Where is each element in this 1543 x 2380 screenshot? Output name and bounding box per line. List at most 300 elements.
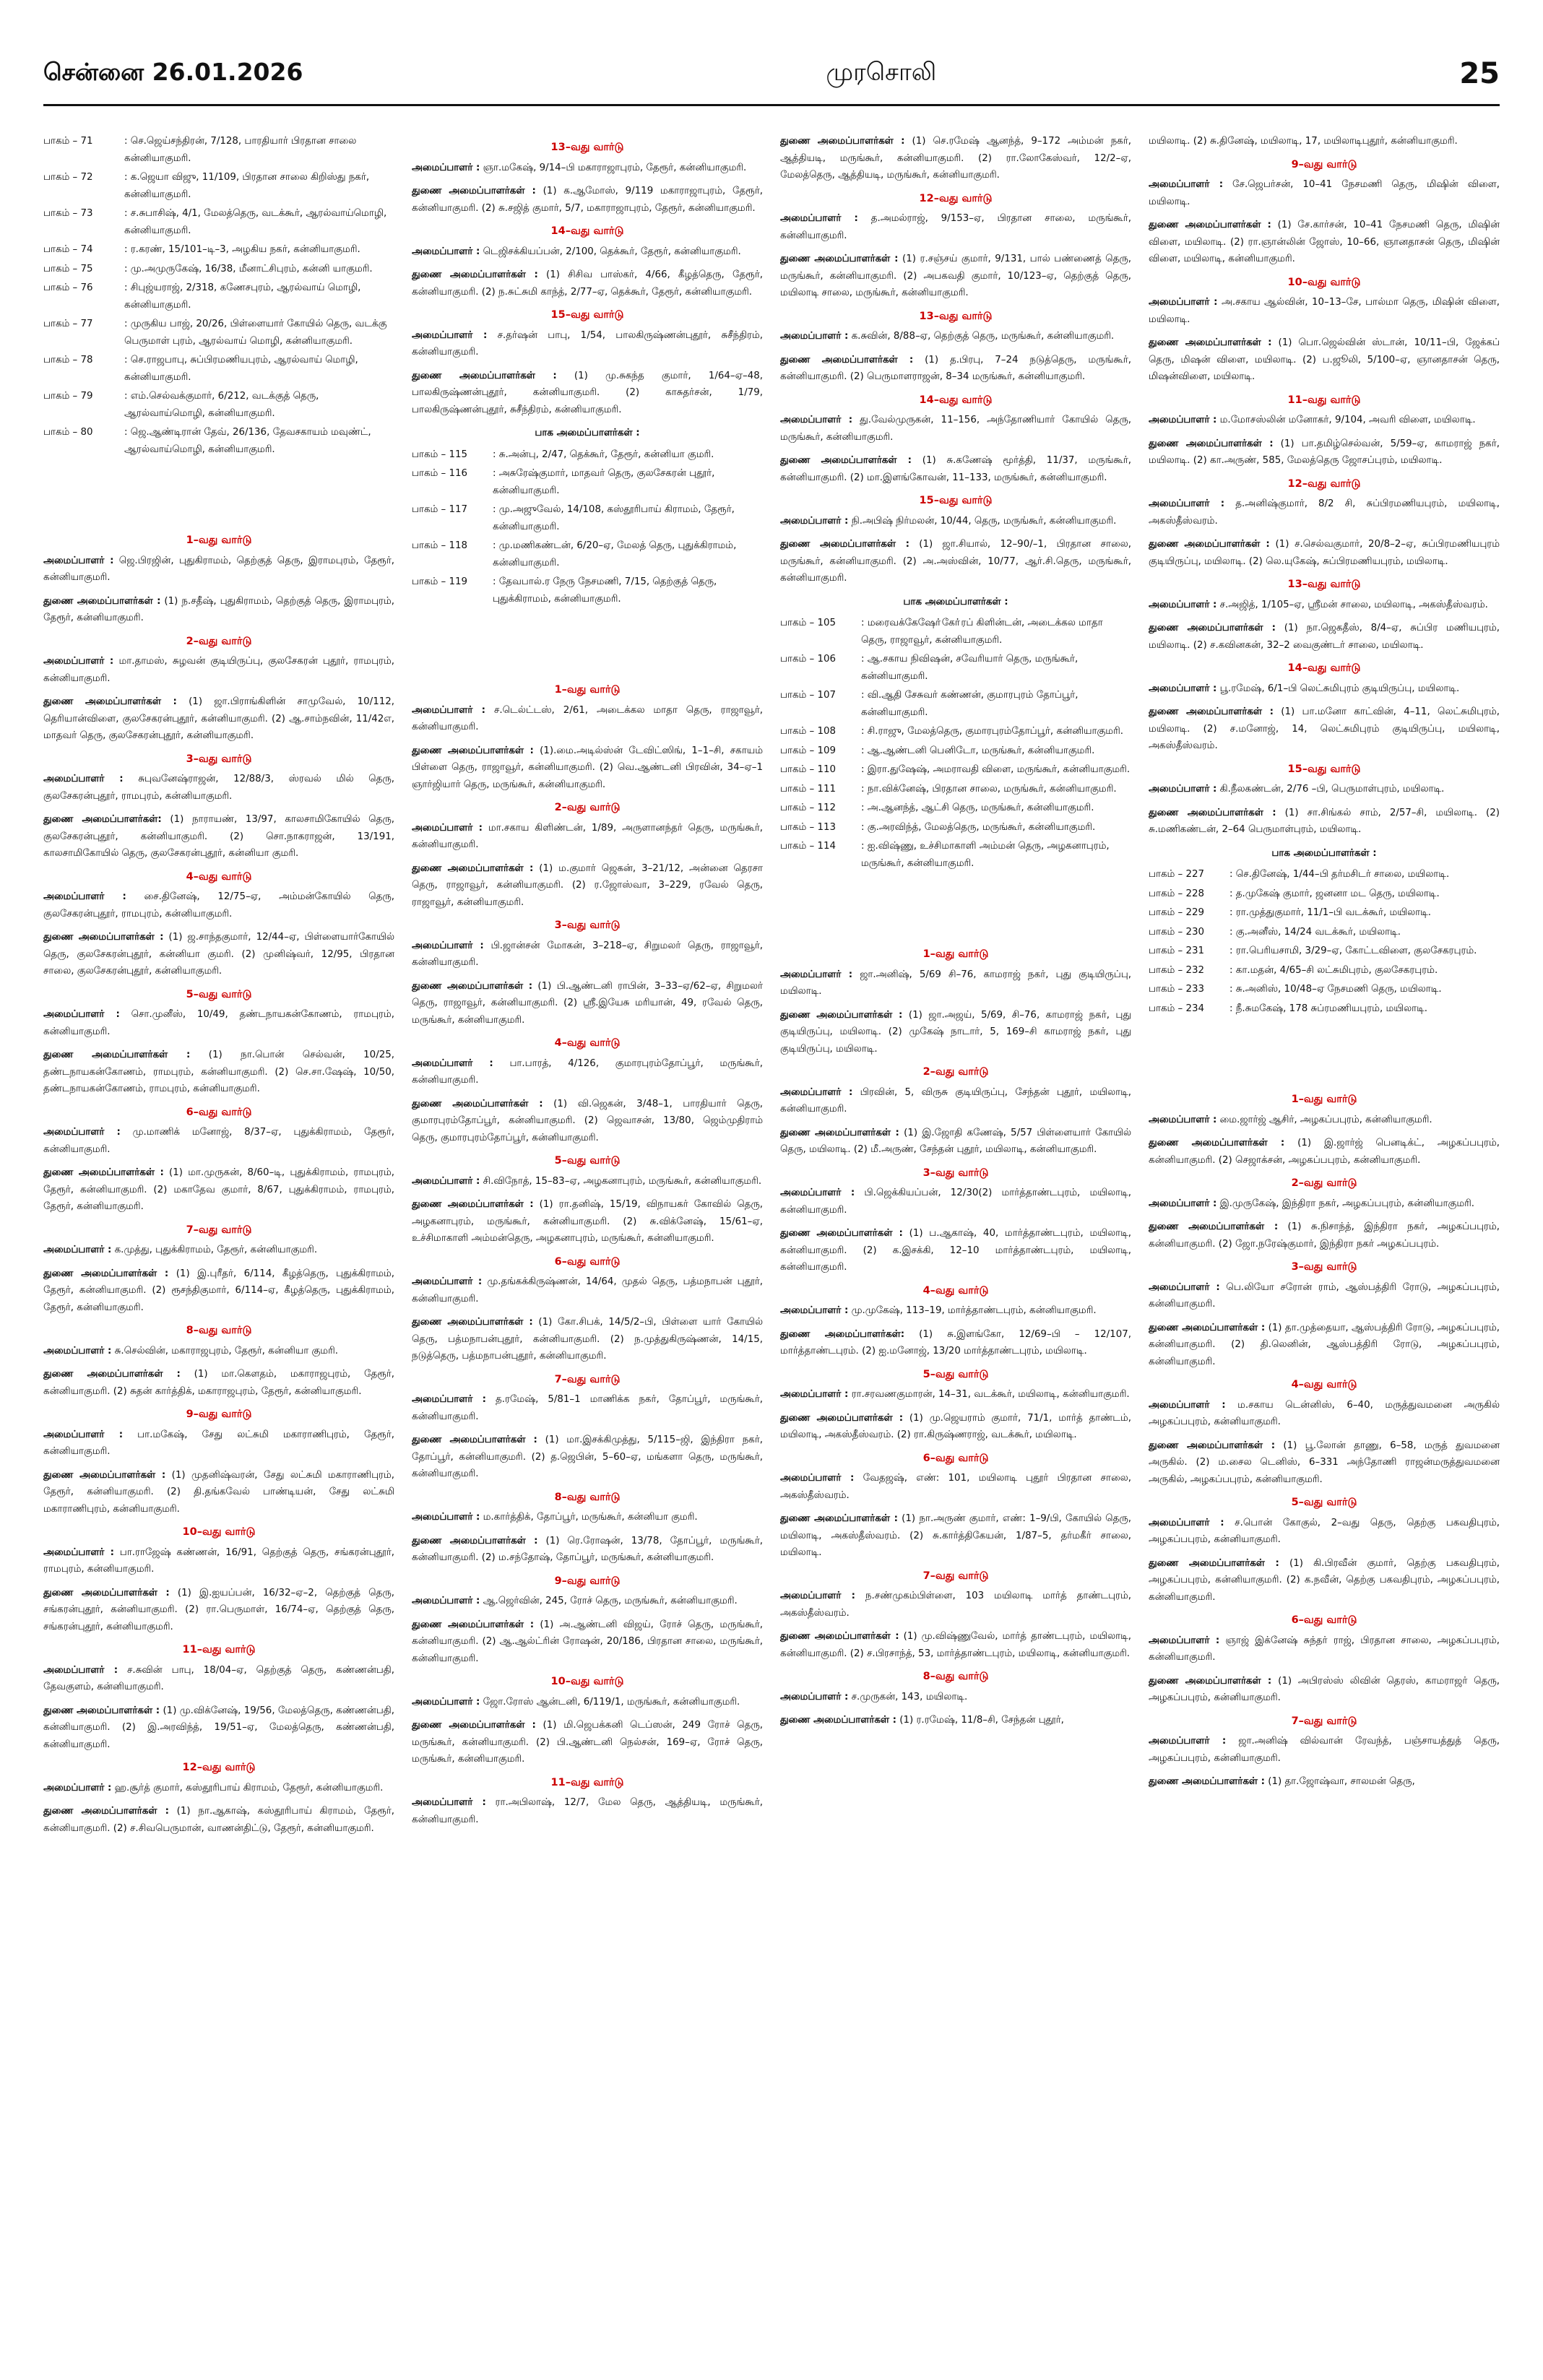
organizer-entry [780, 1007, 1131, 1058]
organizer-entry [412, 160, 763, 177]
organizer-entry [1149, 1195, 1500, 1213]
ward-heading: 8–வது வார்டு [554, 1491, 621, 1503]
organizer-entry [1149, 1773, 1500, 1791]
organizer-entry [43, 1702, 394, 1754]
entry-text: (1) பா.தமிழ்செல்வன், 5/59–ஏ, காமராஜ் நகர், மயிலாடி. (2) கா.அருண், 585, மேலத்தெரு ஜோசப்புரம், மயிலாடி. [1149, 438, 1500, 466]
organizer-entry [1149, 496, 1500, 529]
organizer-entry [1149, 1673, 1500, 1707]
organizer-entry [43, 553, 394, 587]
role-label: அமைப்பாளர் : [412, 329, 488, 341]
organizer-entry [43, 1467, 394, 1518]
ward-heading: 15–வது வார்டு [550, 309, 624, 321]
entry-text: க.சுவின், 8/88–ஏ, தெற்குத் தெரு, மருங்கூர், கன்னியாகுமரி. [848, 331, 1115, 342]
role-label: அமைப்பாளர் : [43, 1664, 118, 1676]
organizer-entry [412, 1794, 763, 1828]
role-label: அமைப்பாளர் : [43, 1127, 121, 1138]
role-label: அமைப்பாளர் : [1149, 1281, 1220, 1293]
ward-heading: 12–வது வார்டு [919, 192, 993, 204]
entry-text: ஆ.ஜெர்வின், 245, ரோச் தெரு, மருங்கூர், கன்னியாகுமரி. [480, 1596, 738, 1606]
role-label: துணை அமைப்பாளர்கள் : [780, 1513, 898, 1524]
role-label: துணை அமைப்பாளர்கள் : [1149, 539, 1270, 550]
booth-number: பாகம் – 79 [43, 391, 93, 402]
booth-number: பாகம் – 113 [780, 821, 837, 833]
booth-number: பாகம் – 108 [780, 726, 837, 737]
organizer-entry [1149, 620, 1500, 654]
role-label: அமைப்பாளர் : [1149, 297, 1218, 308]
entry-text: ம.மோசஸ்லின் மனோகர், 9/104, அவரி விளை, மயிலாடி. [1216, 415, 1476, 425]
section-gap [43, 460, 394, 498]
booth-number: பாகம் – 229 [1149, 907, 1205, 918]
entry-text: த.அமல்ராஜ், 9/153–ஏ, பிரதான சாலை, மருங்கூர், கன்னியாகுமரி. [780, 213, 1131, 241]
organizer-entry [1149, 1733, 1500, 1767]
booth-row [1149, 981, 1500, 998]
booth-organizer: : மரைவக்கேஷோ்கோ்ரப் கிளின்டன், அடைக்கல மாதா தெரு, ராஜாவூர், கன்னியாகுமரி. [861, 618, 1103, 646]
entry-text: பா.மகேஷ், சேது லட்சுமி மகாராணிபுரம், தேரூர், கன்னியாகுமரி. [43, 1429, 394, 1457]
entry-text: (1) மா.முருகன், 8/60–டி, புதுக்கிராமம், ராமபுரம், தேரூர், கன்னியாகுமரி. (2) மகாதேவ குமார், 8/67, புதுக்கிராமம், ராமபுரம், தேரூர், கன்னியாகுமரி. [43, 1167, 394, 1212]
organizer-entry [43, 593, 394, 627]
entry-text: (1) ம.குமார் ஜெகன், 3–21/12, அன்னை தெரசா தெரு, ராஜாவூர், கன்னியாகுமரி. (2) ர.ஜோஸ்வா, 3–229, ரவேல் தெரு, ராஜாவூர், கன்னியாகுமரி. [412, 862, 763, 908]
entry-text: ரா.அபிலாஷ், 12/7, மேல தெரு, ஆத்தியடி, மருங்கூர், கன்னியாகுமரி. [412, 1797, 763, 1825]
organizer-entry [43, 929, 394, 980]
role-label: அமைப்பாளர் : [1149, 498, 1225, 509]
organizer-entry [412, 1717, 763, 1768]
booth-organizer: : சிபுஜ்யராஜ், 2/318, கணேசபுரம், ஆரல்வாய் மொழி, கன்னியாகுமரி. [124, 282, 361, 311]
entry-text: ந.சண்முகம்பிள்ளை, 103 மயிலாடி மார்த் தாண்டபுரம், அகஸ்தீஸ்வரம். [780, 1591, 1131, 1619]
organizer-entry [780, 1470, 1131, 1504]
page-number: 25 [1459, 57, 1500, 90]
role-label: துணை அமைப்பாளர்கள் : [1149, 438, 1274, 449]
role-label: அமைப்பாளர் : [780, 331, 849, 342]
booth-organizer: : செ.தினேஷ், 1/44–பி தர்மசிடர் சாலை, மயிலாடி. [1229, 869, 1450, 880]
booth-row [780, 761, 1131, 779]
booth-number: பாகம் – 115 [412, 449, 468, 460]
entry-text: ரா.சரவணகுமாரன், 14–31, வடக்கூர், மயிலாடி, கன்னியாகுமரி. [848, 1389, 1130, 1400]
role-label: அமைப்பாளர் : [412, 1696, 480, 1708]
entry-text: பா.பாரத், 4/126, குமாரபுரம்தோப்பூர், மருங்கூர், கன்னியாகுமரி. [412, 1057, 763, 1086]
entry-text: (1) பொ.ஜெல்வின் ஸ்டான், 10/11–பி, ஜேக்கப் தெரு, மிஷன் விளை, மயிலாடி. (2) ப.ஜூலி, 5/100–ஏ, ஞானதாசன் தெரு, மிஷன்விளை, மயிலாடி. [1149, 337, 1500, 382]
ward-heading: 2–வது வார்டு [186, 635, 252, 647]
role-label: அமைப்பாளர் : [780, 969, 853, 980]
ward-heading: 15–வது வார்டு [919, 495, 993, 506]
organizer-entry [1149, 536, 1500, 570]
booth-heading: பாக அமைப்பாளர்கள் : [1271, 847, 1377, 859]
role-label: துணை அமைப்பாளர்கள் : [43, 1167, 164, 1178]
role-label: துணை அமைப்பாளர்கள் : [43, 932, 164, 943]
role-label: அமைப்பாளர் : [43, 1546, 114, 1558]
entry-text: (1) நா.ஜெகதீஸ், 8/4–ஏ, சுப்பிர மணியபுரம், மயிலாடி. (2) ச.கவினகன், 32–2 வைகுண்டர் சாலை, மயிலாடி. [1149, 623, 1500, 651]
role-label: துணை அமைப்பாளர்கள் : [1149, 1221, 1279, 1232]
entry-text: ஜோ.ரோஸ் ஆன்டனி, 6/119/1, மருங்கூர், கன்னியாகுமரி. [480, 1696, 740, 1708]
role-label: அமைப்பாளர் : [780, 1591, 855, 1601]
booth-number: பாகம் – 80 [43, 427, 93, 438]
booth-number: பாகம் – 71 [43, 136, 93, 147]
role-label: துணை அமைப்பாளர்கள் : [43, 1587, 170, 1598]
organizer-entry [780, 352, 1131, 386]
role-label: அமைப்பாளர் : [780, 1473, 855, 1484]
section-gap [1149, 1019, 1500, 1057]
organizer-entry [43, 693, 394, 745]
entry-text: (1) இ.புரீதர், 6/114, கீழத்தெரு, புதுக்கிராமம், தேரூர், கன்னியாகுமரி. (2) ரூசந்திகுமார், 6/114–ஏ, கீழத்தெரு, புதுக்கிராமம், தேரூர், கன்னியாகுமரி. [43, 1268, 394, 1313]
entry-text: (1) இ.ஜோதி கணேஷ், 5/57 பிள்ளையார் கோயில் தெரு, மயிலாடி. (2) மீ.அருண், சேந்தன் புதூர், மயிலாடி, கன்னியாகுமரி. [780, 1127, 1131, 1155]
booth-row [43, 169, 394, 203]
role-label: துணை அமைப்பாளர்கள் : [1149, 1675, 1272, 1687]
booth-number: பாகம் – 72 [43, 172, 93, 183]
organizer-entry [780, 1386, 1131, 1403]
role-label: அமைப்பாளர் : [412, 1512, 480, 1523]
entry-text: மு.முகேஷ், 113–19, மார்த்தாண்டபுரம், கன்னியாகுமரி. [848, 1305, 1097, 1316]
organizer-entry [412, 938, 763, 972]
organizer-entry [43, 1124, 394, 1158]
ward-heading: 4–வது வார்டு [1291, 1379, 1357, 1390]
entry-text: (1) நா.அருண் குமார், எண்: 1–9/பி, கோயில் தெரு, மயிலாடி, அகஸ்தீஸ்வரம். (2) சு.கார்த்திகேயன், 1/87–5, தர்மகீர் சாலை, மயிலாடி. [780, 1513, 1131, 1558]
booth-organizer: : தேவபால்.ர நேரு நேசமணி, 7/15, தெற்குத் தெரு, புதுக்கிராமம், கன்னியாகுமரி. [493, 576, 717, 605]
booth-organizer: : த.முகேஷ் குமார், ஜனனா மட தெரு, மயிலாடி. [1229, 888, 1440, 899]
role-label: அமைப்பாளர் : [1149, 1399, 1226, 1411]
role-label: துணை அமைப்பாளர்கள் : [43, 696, 177, 707]
entry-text: (1) சா.சிங்கல் சாம், 2/57–சி, மயிலாடி. (2) சு.மணிகண்டன், 2–64 பெருமாள்புரம், மயிலாடி. [1149, 807, 1500, 835]
organizer-entry [412, 243, 763, 261]
entry-text: (1) அ.ஆண்டனி விஜய், ரோச் தெரு, மருங்கூர், கன்னியாகுமரி. (2) ஆ.ஆல்ட்ரின் ரோஷன், 20/186, பிரதான சாலை, மருங்கூர், கன்னியாகுமரி. [412, 1619, 763, 1664]
booth-organizer: : ரா.பெரியசாமி, 3/29–ஏ, கோட்டவிளை, குலசேகரபுரம். [1229, 945, 1477, 956]
role-label: துணை அமைப்பாளர்கள் : [1149, 337, 1272, 348]
ward-heading: 5–வது வார்டு [554, 1155, 621, 1167]
organizer-entry [1149, 1112, 1500, 1129]
entry-text: (1) சு.நிசாந்த், இந்திரா நகர், அழகப்பபுரம், கன்னியாகுமரி. (2) ஜோ.நரேஷ்குமார், இந்திரா நகர் அழகப்பபுரம். [1149, 1221, 1500, 1250]
booth-number: பாகம் – 228 [1149, 888, 1205, 899]
organizer-entry [412, 183, 763, 217]
organizer-entry [780, 1689, 1131, 1706]
entry-text: (1) பி.ஆண்டனி ராபின், 3–33–ஏ/62–ஏ, சிறுமலர் தெரு, ராஜாவூர், கன்னியாகுமரி. (2) ஸ்ரீ.இயேசு மரியான், 49, ரவேல் தெரு, மருங்கூர், கன்னியாகுமரி. [412, 980, 763, 1026]
ward-heading: 12–வது வார்டு [182, 1762, 256, 1773]
booth-row [43, 424, 394, 458]
role-label: அமைப்பாளர் : [412, 1596, 480, 1606]
organizer-entry [780, 1125, 1131, 1159]
entry-text: (1) கி.பிரவீன் குமார், தெற்கு பகவதிபுரம், அழகப்பபுரம், கன்னியாகுமரி. (2) க.நவீன், தெற்கு பகவதிபுரம், அழகப்பபுரம், கன்னியாகுமரி. [1149, 1557, 1500, 1603]
booth-number: பாகம் – 74 [43, 244, 93, 255]
role-label: அமைப்பாளர் : [412, 704, 486, 716]
entry-text: (1) இ.ஜார்ஜ் பெனடிக்ட், அழகப்பபுரம், கன்னியாகுமரி. (2) செஜாக்சன், அழகப்பபுரம், கன்னியாகுமரி. [1149, 1138, 1500, 1166]
role-label: அமைப்பாளர் : [43, 1009, 120, 1020]
role-label: அமைப்பாளர் : [1149, 179, 1224, 190]
column-1 [43, 133, 394, 2358]
role-label: அமைப்பாளர் : [780, 1187, 855, 1198]
entry-text: (1) தா.முத்தையா, ஆஸ்பத்திரி ரோடு, அழகப்பபுரம், கன்னியாகுமரி. (2) தி.லெனின், ஆஸ்பத்திரி ரோடு, அழகப்பபுரம், கன்னியாகுமரி. [1149, 1322, 1500, 1367]
booth-organizer: : வி.ஆதி சேசுவர் கண்ணன், குமாரபுரம் தோப்பூர், கன்னியாகுமரி. [861, 690, 1079, 718]
organizer-entry [412, 267, 763, 300]
organizer-entry [43, 653, 394, 687]
entry-text: பா.ராஜேஷ் கண்ணன், 16/91, தெற்குத் தெரு, சங்கரன்புதூர், ராமபுரம், கன்னியாகுமரி. [43, 1546, 394, 1575]
role-label: துணை அமைப்பாளர்கள் : [780, 1715, 896, 1726]
booth-number: பாகம் – 116 [412, 468, 468, 479]
booth-number: பாகம் – 234 [1149, 1003, 1205, 1014]
booth-row [1149, 1000, 1500, 1018]
ward-heading: 11–வது வார்டு [1287, 394, 1361, 406]
role-label: அமைப்பாளர் : [412, 246, 480, 257]
ward-heading: 13–வது வார்டு [550, 142, 624, 153]
role-label: துணை அமைப்பாளர்கள் : [780, 1127, 899, 1138]
organizer-entry [1149, 597, 1500, 614]
organizer-entry [412, 820, 763, 854]
role-label: துணை அமைப்பாளர்கள் : [412, 370, 557, 381]
booth-organizer: : நீ.சுமகேஷ், 178 சுப்ரமணியபுரம், மயிலாடி. [1229, 1003, 1428, 1014]
booth-organizer: : முருகிய பாஜ், 20/26, பிள்ளையார் கோயில் தெரு, வடக்கு பெருமாள் புரம், ஆரல்வாய் மொழி, கன்னியாகுமரி. [124, 319, 387, 347]
organizer-entry [780, 133, 1131, 184]
entry-text: (1) மி.ஜெபக்கனி டெப்ஸன், 249 ரோச் தெரு, மருங்கூர், கன்னியாகுமரி. (2) பி.ஆண்டனி நெல்சன், 169–ஏ, ரோச் தெரு, மருங்கூர், கன்னியாகுமரி. [412, 1720, 763, 1765]
role-label: அமைப்பாளர் : [1149, 683, 1217, 694]
role-label: துணை அமைப்பாளர்கள் : [1149, 1557, 1279, 1569]
organizer-entry [780, 328, 1131, 345]
organizer-entry [412, 1055, 763, 1089]
role-label: அமைப்பாளர் : [780, 1305, 849, 1316]
organizer-entry [780, 1588, 1131, 1622]
entry-text: (1) சிசிவ பாஸ்கர், 4/66, கீழத்தெரு, தேரூர், கன்னியாகுமரி. (2) ந.சுட்சுமி காந்த், 2/77–ஏ, தெக்கூர், தேரூர், கன்னியாகுமரி. [412, 269, 763, 298]
entry-text: வேதஜஷ், எண்: 101, மயிலாடி புதூர் பிரதான சாலை, அகஸ்தீஸ்வரம். [780, 1473, 1131, 1501]
booth-row [780, 615, 1131, 649]
role-label: துணை அமைப்பாளர்கள் : [780, 1412, 904, 1424]
booth-number: பாகம் – 77 [43, 319, 93, 329]
booth-row [780, 819, 1131, 836]
entry-text: (1) கோ.சிபக், 14/5/2–பி, பிள்ளை யார் கோயில் தெரு, பத்மநாபன்புதூர், கன்னியாகுமரி. (2) ந.முத்துகிருஷ்ணன், 14/15, நடுத்தெரு, பத்மநாபன்புதூர், கன்னியாகுமரி. [412, 1317, 763, 1362]
booth-number: பாகம் – 112 [780, 802, 837, 813]
booth-row [43, 261, 394, 278]
role-label: துணை அமைப்பாளர்கள் : [43, 1806, 169, 1817]
organizer-entry [1149, 412, 1500, 429]
ward-heading: 14–வது வார்டு [550, 225, 624, 237]
ward-heading: 1–வது வார்டு [186, 535, 252, 546]
booth-organizer: : சி.ராஜு, மேலத்தெரு, குமாரபுரம்தோப்பூர், கன்னியாகுமரி. [861, 726, 1123, 737]
organizer-entry [43, 1242, 394, 1259]
role-label: அமைப்பாளர் : [1149, 784, 1217, 795]
organizer-entry [412, 978, 763, 1029]
booth-number: பாகம் – 111 [780, 783, 837, 795]
booth-row [1149, 886, 1500, 903]
role-label: அமைப்பாளர் : [43, 555, 114, 566]
ward-heading: 5–வது வார்டு [1291, 1497, 1357, 1508]
organizer-entry [43, 1366, 394, 1400]
booth-number: பாகம் – 109 [780, 745, 837, 756]
booth-organizer: : ர.கரண், 15/101–டி–3, அழகிய நகர், கன்னியாகுமரி. [124, 244, 360, 255]
booth-organizer: : கா.மதன், 4/65–சி லட்சுமிபுரம், குலசேகரபுரம். [1229, 964, 1438, 976]
entry-text: (1) பூ.லோன் தாணு, 6–58, மருத் துவமனை அருகில். (2) ம.சைல டெனிஸ், 6–331 அந்தோணி ராஜன்மருத்துவமனை அருகில், அழகப்பபுரம், கன்னியாகுமரி. [1149, 1440, 1500, 1485]
organizer-entry [412, 1273, 763, 1307]
role-label: துணை அமைப்பாளர்கள் : [412, 745, 534, 756]
ward-heading: 4–வது வார்டு [922, 1284, 989, 1297]
organizer-entry [43, 1006, 394, 1040]
role-label: துணை அமைப்பாளர்கள் : [1149, 220, 1271, 230]
booth-organizer: : ஜெ.ஆண்டிரான் தேவ், 26/136, தேவசகாயம் மவுண்ட், ஆரல்வாய்மொழி, கன்னியாகுமரி. [124, 427, 371, 455]
role-label: அமைப்பாளர் : [1149, 1736, 1227, 1747]
booth-row [780, 651, 1131, 685]
ward-heading: 9–வது வார்டு [554, 1575, 621, 1587]
organizer-entry [780, 966, 1131, 1000]
role-label: அமைப்பாளர் : [412, 940, 484, 951]
entry-text: (1) தா.ஜோஷ்வா, சாலமன் தெரு, [1264, 1776, 1415, 1787]
organizer-entry [1149, 1397, 1500, 1431]
entry-text: க.முத்து, புதுக்கிராமம், தேரூர், கன்னியாகுமரி. [111, 1245, 318, 1255]
organizer-entry [43, 1265, 394, 1317]
organizer-entry [1149, 1437, 1500, 1489]
organizer-entry [1149, 1555, 1500, 1606]
role-label: துணை அமைப்பாளர்கள் : [1149, 1322, 1266, 1333]
organizer-entry [412, 1096, 763, 1147]
entry-text: ஞாஜ் இக்னேஷ் சுந்தர் ராஜ், பிரதான சாலை, அழகப்பபுரம், கன்னியாகுமரி. [1149, 1635, 1500, 1663]
ward-heading: 7–வது வார்டு [922, 1570, 989, 1582]
organizer-entry [412, 1694, 763, 1711]
role-label: துணை அமைப்பாளர்கள் : [412, 1317, 533, 1328]
entry-text: பூ.ரமேஷ், 6/1–பி லெட்சுமிபுரம் குடியிருப்பு, மயிலாடி. [1216, 683, 1460, 694]
booth-row [780, 838, 1131, 872]
entry-text: (1) வி.ஜெகன், 3/48–1, பாரதியார் தெரு, குமாரபுரம்தோப்பூர், கன்னியாகுமரி. (2) ஜெவாசன், 13/80, ஜெம்முதிராம் தெரு, குமாரபுரம்தோப்பூர், கன்னியாகுமரி. [412, 1098, 763, 1143]
role-label: அமைப்பாளர் : [412, 1276, 483, 1287]
role-label: துணை அமைப்பாளர்கள் : [412, 1435, 537, 1445]
role-label: அமைப்பாளர் : [43, 1345, 112, 1356]
organizer-entry [43, 1585, 394, 1636]
entry-text: ஞா.மகேஷ், 9/14–பி மகாராஜாபுரம், தேரூர், கன்னியாகுமரி. [480, 162, 747, 173]
booth-number: பாகம் – 232 [1149, 964, 1205, 976]
role-label: அமைப்பாளர் : [43, 656, 114, 667]
ward-heading: 9–வது வார்டு [1291, 158, 1357, 170]
role-label: துணை அமைப்பாளர்கள்: [780, 1328, 905, 1340]
organizer-entry [43, 771, 394, 805]
organizer-entry [43, 1343, 394, 1360]
booth-organizer: : ஆ.சகாய நிவிஷன், சவேரியார் தெரு, மருங்கூர், கன்னியாகுமரி. [861, 654, 1079, 682]
entry-text: (1) த.பிரபு, 7–24 நடுத்தெரு, மருங்கூர், கன்னியாகுமரி. (2) பெருமாளராஜன், 8–34 மருங்கூர், கன்னியாகுமரி. [780, 354, 1131, 382]
role-label: அமைப்பாளர் : [1149, 1198, 1217, 1209]
ward-heading: 6–வது வார்டு [554, 1255, 621, 1268]
entry-text: மு.மாணிக் மனோஜ், 8/37–ஏ, புதுக்கிராமம், தேரூர், கன்னியாகுமரி. [43, 1127, 394, 1155]
role-label: அமைப்பாளர் : [780, 1389, 849, 1400]
booth-row [1149, 962, 1500, 979]
organizer-entry [1149, 781, 1500, 798]
entry-text: (1) பா.மனோ காட்வின், 4–11, லெட்சுமிபுரம், மயிலாடி. (2) ச.மனோஜ், 14, லெட்சுமிபுரம் குடியிருப்பு, மயிலாடி, அகஸ்தீஸ்வரம். [1149, 706, 1500, 751]
ward-heading: 7–வது வார்டு [186, 1224, 252, 1236]
role-label: அமைப்பாளர் : [1149, 1635, 1220, 1646]
organizer-entry [780, 513, 1131, 530]
booth-organizer: : சு.அன்பு, 2/47, தெக்கூர், தேரூர், கன்னியா குமரி. [493, 449, 714, 460]
booth-number: பாகம் – 76 [43, 282, 93, 293]
role-label: அமைப்பாளர் : [43, 1782, 112, 1793]
role-label: துணை அமைப்பாளர்கள் : [43, 1050, 191, 1060]
role-label: துணை அமைப்பாளர்கள் : [412, 980, 533, 992]
entry-text: (1) சே.கார்சன், 10–41 நேசமணி தெரு, மிஷின் விளை, மயிலாடி. (2) ரா.ஞான்லின் ஜோஸ், 10–66, ஞானதாசன் தெரு, மிஷின் விளை, மயிலாடி, கன்னியாகுமரி. [1149, 220, 1500, 264]
role-label: துணை அமைப்பாளர்கள் : [412, 269, 538, 280]
booth-organizer: : மு.அமுருகேஷ், 16/38, மீனாட்சிபுரம், கன்னி யாகுமரி. [124, 263, 373, 274]
booth-organizer: : செ.ராஜபாபு, சுப்பிரமணியபுரம், ஆரல்வாய் மொழி, கன்னியாகுமரி. [124, 355, 358, 383]
booth-number: பாகம் – 230 [1149, 926, 1205, 938]
organizer-entry [1149, 294, 1500, 328]
organizer-entry [1149, 704, 1500, 755]
organizer-entry [1149, 176, 1500, 210]
entry-text: ம.கார்த்திக், தோப்பூர், மருங்கூர், கன்னியா குமரி. [480, 1512, 698, 1523]
entry-text: (1) ரா.தனிஷ், 15/19, விநாயகர் கோவில் தெரு, அழகனாபுரம், மருங்கூர், கன்னியாகுமரி. (2) சு.விக்னேஷ், 15/61–ஏ, உச்சிமாகாளி அம்மன்தெரு, அழகனாபுரம், மருங்கூர், கன்னியாகுமரி. [412, 1199, 763, 1244]
role-label: அமைப்பாளர் : [412, 822, 483, 834]
ward-heading: 14–வது வார்டு [919, 394, 993, 406]
booth-number: பாகம் – 117 [412, 504, 468, 515]
role-label: அமைப்பாளர் : [43, 1429, 124, 1440]
role-label: துணை அமைப்பாளர்கள் : [780, 136, 905, 147]
booth-organizer: : கு.அரவிந்த், மேலத்தெரு, மருங்கூர், கன்னியாகுமரி. [861, 821, 1096, 833]
ward-heading: 7–வது வார்டு [554, 1373, 621, 1385]
entry-text: சு.செல்வின், மகாராஜபுரம், தேரூர், கன்னியா குமரி. [111, 1345, 338, 1356]
entry-text: (1) ர.சஞ்சய் குமார், 9/131, பால் பண்ணைத் தெரு, மருங்கூர், கன்னியாகுமரி. (2) அபகவதி குமார், 10/123–ஏ, தெற்குத் தெரு, மயிலாடி சாலை, மருங்கூர், கன்னியாகுமரி. [780, 254, 1131, 298]
entry-text: ஜெ.பிரஜின், புதுகிராமம், தெற்குத் தெரு, இராமபுரம், தேரூர், கன்னியாகுமரி. [43, 555, 394, 583]
entry-text: (1) மு.சுகந்த குமார், 1/64–ஏ–48, பாலகிருஷ்ணன்புதூர், கன்னியாகுமரி. (2) காசுதர்சன், 1/79, பாலகிருஷ்ணன்புதூர், சுசீந்திரம், கன்னியாகுமரி. [412, 370, 763, 415]
organizer-entry [412, 1196, 763, 1247]
role-label: துணை அமைப்பாளர்கள் : [780, 254, 899, 264]
ward-heading: 6–வது வார்டு [186, 1106, 252, 1118]
newspaper-title: முரசொலி [826, 58, 937, 87]
booth-row [43, 388, 394, 422]
entry-text: (1) நாராயண், 13/97, காலசாமிகோயில் தெரு, குலசேகரன்புதூர், கன்னியாகுமரி. (2) சொ.நாகராஜன், 13/191, காலசாமிகோயில் தெரு, குலசேகரன்புதூர், கன்னியா குமரி. [43, 814, 394, 859]
organizer-entry [412, 1617, 763, 1668]
booth-number: பாகம் – 110 [780, 764, 837, 775]
role-label: துணை அமைப்பாளர்கள் : [780, 1009, 903, 1021]
booth-number: பாகம் – 75 [43, 263, 93, 274]
entry-text: (1) சு.கணேஷ் மூர்த்தி, 11/37, மருங்கூர், கன்னியாகுமரி. (2) மா.இளங்கோவன், 11–133, மருங்கூர், கன்னியாகுமரி. [780, 455, 1131, 483]
role-label: துணை அமைப்பாளர்கள் : [43, 1268, 169, 1279]
organizer-entry [412, 1173, 763, 1190]
role-label: துணை அமைப்பாளர்கள்: [43, 814, 162, 825]
entry-text: சி.விநோத், 15–83–ஏ, அழகனாபுரம், மருங்கூர், கன்னியாகுமரி. [480, 1175, 762, 1187]
ward-heading: 8–வது வார்டு [922, 1671, 989, 1682]
entry-text: அ.சகாய ஆல்வின், 10–13–சே, பால்மா தெரு, மிஷின் விளை, மயிலாடி. [1149, 297, 1500, 325]
role-label: துணை அமைப்பாளர்கள் : [412, 1535, 538, 1546]
organizer-entry [780, 1084, 1131, 1118]
entry-text: சே.ஜெபர்சன், 10–41 நேசமணி தெரு, மிஷின் விளை, மயிலாடி. [1149, 179, 1500, 207]
role-label: துணை அமைப்பாளர்கள் : [1149, 1776, 1265, 1787]
booth-number: பாகம் – 118 [412, 540, 468, 551]
booth-number: பாகம் – 106 [780, 654, 837, 665]
role-label: அமைப்பாளர் : [1149, 1114, 1217, 1125]
booth-organizer: : அ.ஆனந்த், ஆட்சி தெரு, மருங்கூர், கன்னியாகுமரி. [861, 802, 1094, 813]
role-label: துணை அமைப்பாளர்கள் : [43, 1469, 166, 1481]
booth-number: பாகம் – 227 [1149, 869, 1205, 880]
booth-row [780, 781, 1131, 798]
booth-row [43, 241, 394, 259]
entry-text: (1) மா.கௌதம், மகாராஜபுரம், தேரூர், கன்னியாகுமரி. (2) சுதன் கார்த்திக், மகாராஜபுரம், தேரூர், கன்னியாகுமரி. [43, 1369, 394, 1397]
ward-heading: 3–வது வார்டு [922, 1167, 989, 1179]
organizer-entry [412, 860, 763, 912]
role-label: துணை அமைப்பாளர்கள் : [412, 1199, 534, 1210]
entry-text: (1) அபிரஸ்ஸ் லிவின் தெரஸ், காமராஜர் தெரு, அழகப்பபுரம், கன்னியாகுமரி. [1149, 1675, 1500, 1703]
column-4 [1149, 133, 1500, 2358]
ward-heading: 8–வது வார்டு [186, 1325, 252, 1336]
booth-organizer: : நா.விக்னேஷ், பிரதான சாலை, மருங்கூர், கன்னியாகுமரி. [861, 783, 1117, 795]
booth-number: பாகம் – 231 [1149, 945, 1205, 956]
role-label: அமைப்பாளர் : [780, 213, 858, 224]
role-label: துணை அமைப்பாளர்கள் : [412, 1098, 543, 1109]
organizer-entry [1149, 805, 1500, 839]
entry-text: (1) நா.பொன் செல்வன், 10/25, தண்டநாயகன்கோணம், ராமபுரம், கன்னியாகுமரி. (2) செ.சா.ஷேஷ், 10/50, தண்டநாயகன்கோணம், ராமபுரம், கன்னியாகுமரி. [43, 1050, 394, 1094]
entry-text: ச.பொன் கோகுல், 2–வது தெரு, தெற்கு பகவதிபுரம், அழகப்பபுரம், கன்னியாகுமரி. [1149, 1517, 1500, 1545]
organizer-entry [780, 1510, 1131, 1562]
role-label: துணை அமைப்பாளர்கள் : [1149, 706, 1274, 717]
role-label: அமைப்பாளர் : [1149, 415, 1217, 425]
organizer-entry [412, 1391, 763, 1425]
booth-row [43, 316, 394, 350]
organizer-entry [780, 210, 1131, 244]
entry-text: நி.அபிஷ் நிர்மலன், 10/44, தெரு, மருங்கூர், கன்னியாகுமரி. [848, 515, 1117, 527]
ward-heading: 3–வது வார்டு [1291, 1261, 1357, 1273]
organizer-entry [43, 1780, 394, 1797]
role-label: துணை அமைப்பாளர்கள் : [780, 539, 909, 550]
organizer-entry [1149, 133, 1500, 150]
organizer-entry [43, 1544, 394, 1578]
page-header [43, 49, 1500, 98]
booth-row [780, 800, 1131, 817]
edition-date: சென்னை 26.01.2026 [43, 58, 303, 86]
organizer-entry [412, 1533, 763, 1567]
